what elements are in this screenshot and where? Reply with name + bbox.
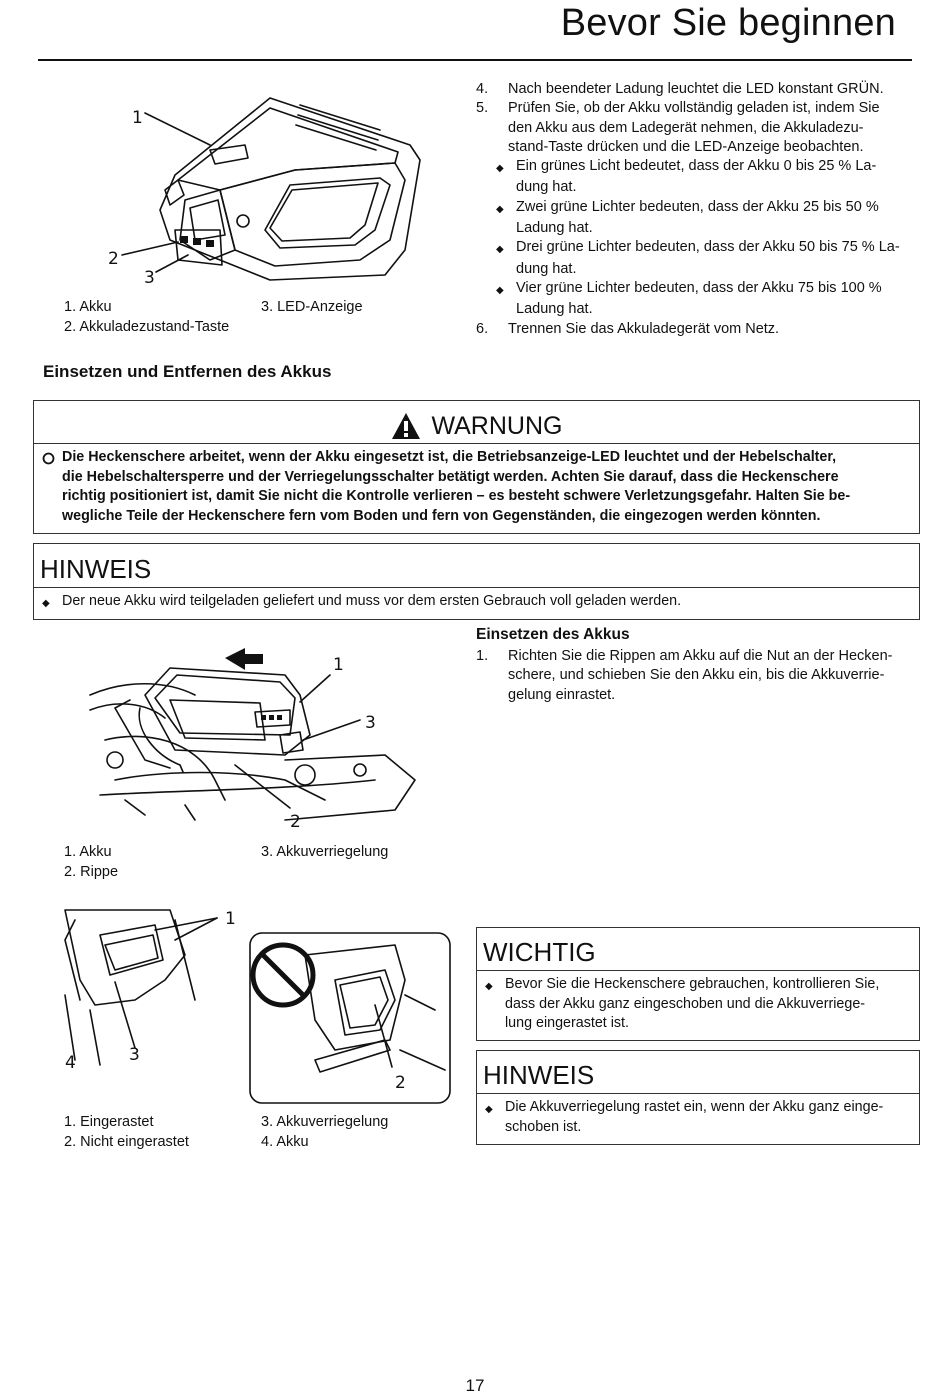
diamond-bullet-icon: ◆ [496, 244, 504, 256]
callout-leader [156, 255, 188, 272]
figure3-caption [64, 1113, 461, 1152]
callout-label: 4 [65, 1053, 76, 1073]
note-title: HINWEIS [477, 1051, 919, 1094]
charge-steps [476, 80, 926, 339]
warning-line: die Hebelschaltersperre und der Verriegelungsschalter betätigt werden. Achten Sie darauf, dass die Heckenschere [62, 468, 839, 485]
note-box [33, 543, 920, 620]
callout-leader [115, 982, 135, 1048]
callout-label: 2 [290, 812, 301, 832]
list-item: stand-Taste drücken und die LED-Anzeige beobachten. [508, 138, 864, 155]
warning-line: Die Heckenschere arbeitet, wenn der Akku eingesetzt ist, die Betriebsanzeige-LED leuchtet und der Hebelschalter, [62, 448, 837, 465]
diamond-bullet-icon: ◆ [496, 284, 504, 296]
page-title: Bevor Sie beginnen [560, 2, 896, 44]
caption-item: 3. Akkuverriegelung [261, 844, 389, 860]
caption-item: 2. Nicht eingerastet [64, 1133, 189, 1150]
section-heading: Einsetzen und Entfernen des Akkus [43, 362, 332, 381]
callout-leader [375, 1005, 392, 1067]
hedge-trimmer-body [90, 684, 415, 820]
note-title: HINWEIS [34, 544, 919, 588]
diamond-bullet-icon: ◆ [485, 1104, 493, 1115]
callout-leader [300, 675, 330, 702]
callout-leader [145, 113, 210, 145]
bullet-item: ◆ Zwei grüne Lichter bedeuten, dass der Akku 25 bis 50 % [476, 198, 926, 219]
bullet-continuation: Ladung hat. [516, 301, 593, 318]
figure2-caption [64, 843, 461, 882]
callout-leader [303, 720, 360, 740]
note-box [476, 1050, 920, 1145]
circle-bullet-icon [42, 448, 62, 527]
callout-label: 1 [225, 909, 236, 929]
battery-illustration [60, 90, 450, 295]
caption-item: 3. LED-Anzeige [261, 299, 363, 315]
arrow-left-icon [225, 648, 263, 670]
warning-line: richtig positioniert ist, damit Sie nicht die Kontrolle verlieren – es besteht schwere Verletzungsgefahr. Halten Sie be- [62, 488, 851, 505]
caption-item: 1. Eingerastet [64, 1114, 154, 1130]
caption-item: 4. Akku [261, 1133, 309, 1150]
list-item: 6. Trennen Sie das Akkuladegerät vom Netz. [476, 320, 780, 337]
warning-triangle-icon [391, 412, 421, 440]
warning-title: WARNUNG [431, 411, 563, 440]
warning-header [34, 401, 919, 444]
battery-body [160, 98, 420, 280]
bullet-item: ◆ Drei grüne Lichter bedeuten, dass der Akku 50 bis 75 % La- [476, 238, 926, 259]
not-latched-view [250, 933, 450, 1103]
caption-item: 1. Akku [64, 299, 112, 315]
bullet-item: ◆ Vier grüne Lichter bedeuten, dass der Akku 75 bis 100 % [476, 279, 926, 300]
list-item: 4. Nach beendeter Ladung leuchtet die LED konstant GRÜN. [476, 81, 884, 97]
header-rule [38, 59, 912, 61]
callout-leader [155, 918, 217, 930]
prohibition-icon [253, 945, 313, 1005]
caption-item: 2. Akkuladezustand-Taste [64, 318, 230, 335]
battery-insertion-illustration [85, 640, 425, 840]
subheading: Einsetzen des Akkus [476, 626, 630, 643]
note-body: ◆ Der neue Akku wird teilgeladen geliefert und muss vor dem ersten Gebrauch voll geladen werden. [34, 588, 919, 620]
callout-label: 2 [108, 249, 119, 269]
caption-item: 2. Rippe [64, 863, 119, 880]
bullet-continuation: Ladung hat. [516, 220, 593, 237]
bullet-continuation: dung hat. [516, 260, 577, 277]
page-number: 17 [465, 1376, 485, 1395]
insert-step: 1. Richten Sie die Rippen am Akku auf die Nut an der Hecken- schere, und schieben Sie den Akku ein, bis die Akkuverrie- gelung einrastet. [476, 648, 893, 703]
callout-label: 3 [129, 1045, 140, 1065]
callout-label: 1 [132, 108, 143, 128]
important-body: ◆ Bevor Sie die Heckenschere gebrauchen, kontrollieren Sie, dass der Akku ganz eingeschoben und die Akkuverriege- lung eingerastet ist. [477, 971, 919, 1040]
list-item: den Akku aus dem Ladegerät nehmen, die Akkuladezu- [508, 119, 864, 136]
diamond-bullet-icon: ◆ [485, 981, 493, 992]
warning-line: wegliche Teile der Heckenschere fern vom Boden und fern von Gegenständen, die eingezogen werden könnten. [62, 508, 821, 524]
important-box [476, 927, 920, 1041]
warning-box [33, 400, 920, 534]
bullet-item: ◆ Ein grünes Licht bedeutet, dass der Akku 0 bis 25 % La- [476, 157, 926, 178]
callout-label: 2 [395, 1073, 406, 1093]
warning-body [34, 444, 919, 533]
caption-item: 1. Akku [64, 844, 112, 860]
bullet-continuation: dung hat. [516, 179, 577, 196]
latched-view [65, 910, 195, 1065]
callout-label: 3 [144, 268, 155, 288]
important-title: WICHTIG [477, 928, 919, 971]
list-item: 5. Prüfen Sie, ob der Akku vollständig geladen ist, indem Sie [476, 100, 880, 117]
callout-label: 3 [365, 713, 376, 733]
diamond-bullet-icon: ◆ [496, 163, 504, 175]
diamond-bullet-icon: ◆ [496, 203, 504, 215]
diamond-bullet-icon: ◆ [42, 598, 50, 609]
figure1-caption [64, 298, 461, 337]
caption-item [261, 318, 461, 338]
callout-leader [122, 242, 178, 255]
battery-lock-illustration [55, 900, 455, 1105]
note-body: ◆ Die Akkuverriegelung rastet ein, wenn der Akku ganz einge- schoben ist. [477, 1094, 919, 1143]
callout-label: 1 [333, 655, 344, 675]
caption-item [261, 863, 461, 883]
caption-item: 3. Akkuverriegelung [261, 1114, 389, 1130]
